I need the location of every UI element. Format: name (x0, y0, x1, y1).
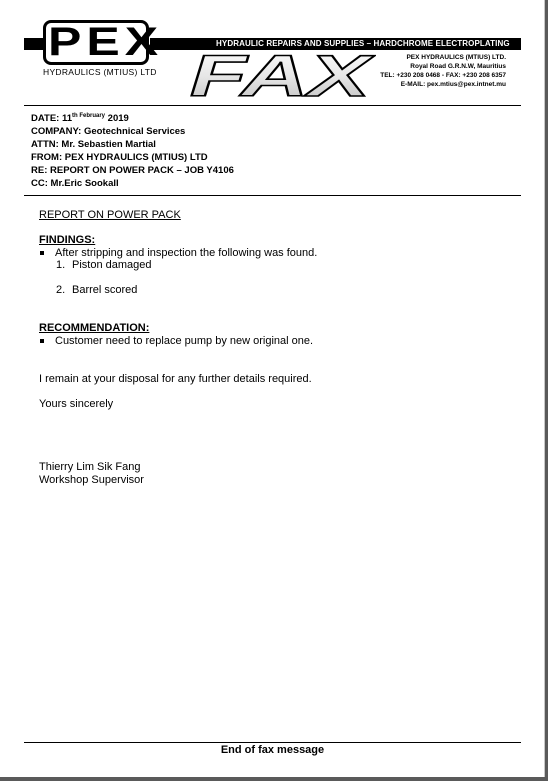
finding-item-1: Piston damaged (72, 259, 152, 271)
from-line: FROM: PEX HYDRAULICS (MTIUS) LTD (31, 152, 208, 163)
logo-subtitle: HYDRAULICS (MTIUS) LTD (43, 67, 157, 77)
finding-number-2: 2. (56, 284, 66, 296)
date-year: 2019 (105, 113, 129, 124)
fax-text: FAX (190, 50, 376, 102)
company-logo: PEX (48, 20, 164, 64)
page-shadow-bottom (0, 777, 548, 781)
address-line-2: Royal Road G.R.N.W, Mauritius (410, 63, 506, 70)
fax-wordmark (186, 50, 376, 102)
address-line-3: TEL: +230 208 0468 - FAX: +230 208 6357 (380, 72, 506, 79)
address-line-4: E-MAIL: pex.mtius@pex.intnet.mu (400, 81, 506, 88)
address-line-1: PEX HYDRAULICS (MTIUS) LTD. (406, 54, 506, 61)
findings-intro: After stripping and inspection the following was found. (55, 247, 318, 259)
recommendation-item: Customer need to replace pump by new original one. (55, 335, 314, 347)
header-divider-bottom (24, 195, 521, 196)
end-of-fax: End of fax message (220, 744, 325, 756)
closing-salutation: Yours sincerely (39, 398, 114, 410)
signatory-name: Thierry Lim Sik Fang (39, 461, 141, 473)
date-line (31, 113, 129, 124)
finding-item-2: Barrel scored (72, 284, 138, 296)
bullet-icon (40, 339, 44, 343)
attn-line: ATTN: Mr. Sebastien Martial (31, 139, 156, 150)
page-edge-right (544, 0, 545, 777)
company-line: COMPANY: Geotechnical Services (31, 126, 186, 137)
header-divider-top (24, 105, 521, 106)
footer-divider (24, 742, 521, 743)
letterhead-tagline: HYDRAULIC REPAIRS AND SUPPLIES – HARDCHROME ELECTROPLATING (216, 39, 510, 48)
disposal-statement: I remain at your disposal for any further details required. (39, 373, 312, 385)
bullet-icon (40, 251, 44, 255)
recommendation-heading: RECOMMENDATION: (39, 322, 150, 334)
letterhead-bar-left (24, 38, 44, 50)
signatory-title: Workshop Supervisor (39, 474, 144, 486)
date-superscript: th February (72, 112, 106, 119)
finding-number-1: 1. (56, 259, 66, 271)
report-title: REPORT ON POWER PACK (39, 209, 181, 221)
cc-line: CC: Mr.Eric Sookall (31, 178, 119, 189)
re-line: RE: REPORT ON POWER PACK – JOB Y4106 (31, 165, 234, 176)
findings-heading: FINDINGS: (39, 234, 96, 246)
date-label: DATE: 11 (31, 113, 73, 124)
